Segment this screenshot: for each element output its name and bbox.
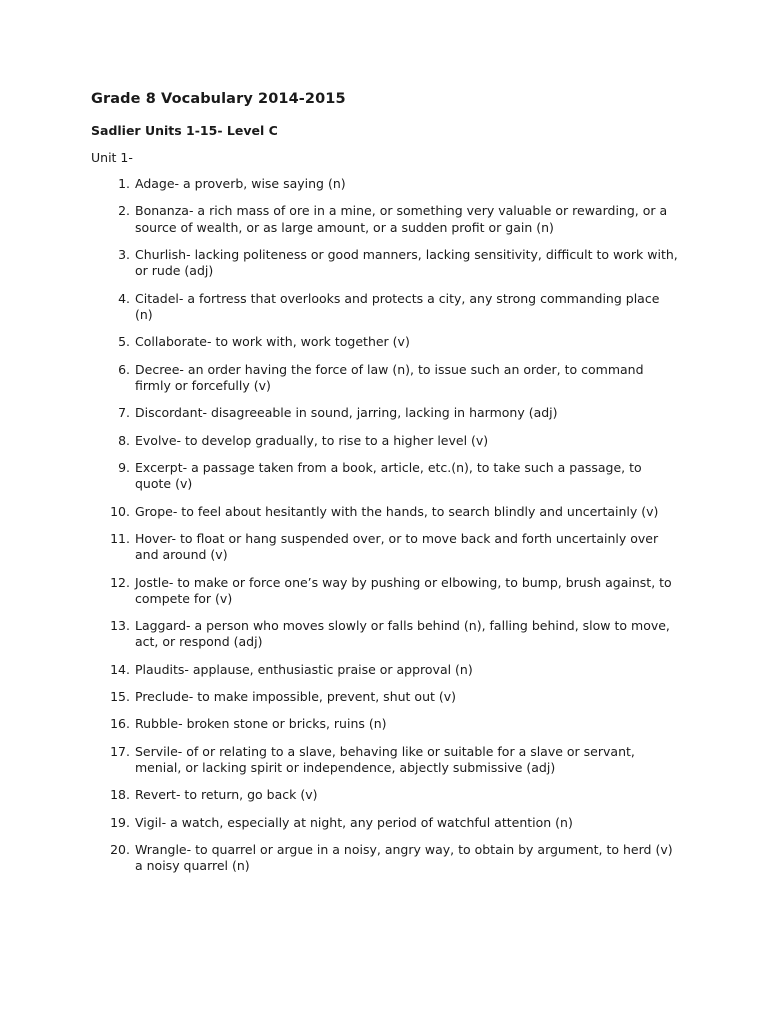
vocabulary-item <box>0 716 768 732</box>
item-definition: Churlish- lacking politeness or good manners, lacking sensitivity, difficult to work with, or rude (adj) <box>135 246 678 279</box>
item-number: 10. <box>110 503 130 519</box>
vocabulary-item <box>0 618 768 650</box>
item-number: 11. <box>110 530 130 546</box>
vocabulary-item <box>0 460 768 492</box>
item-definition: Collaborate- to work with, work together (v) <box>135 334 410 350</box>
item-number: 16. <box>110 716 130 732</box>
vocabulary-item <box>0 203 768 235</box>
item-number: 19. <box>110 814 130 830</box>
item-definition: Rubble- broken stone or bricks, ruins (n) <box>135 716 387 732</box>
item-number: 3. <box>118 246 130 262</box>
vocabulary-item <box>0 504 768 520</box>
item-number: 9. <box>118 459 130 475</box>
item-definition: Revert- to return, go back (v) <box>135 787 318 803</box>
item-number: 17. <box>110 743 130 759</box>
vocabulary-item <box>0 744 768 776</box>
item-number: 5. <box>118 334 130 350</box>
item-definition: Grope- to feel about hesitantly with the hands, to search blindly and uncertainly (v) <box>135 503 659 519</box>
item-definition: Citadel- a fortress that overlooks and protects a city, any strong commanding place (n) <box>135 290 660 322</box>
document-subtitle: Sadlier Units 1-15- Level C <box>91 123 278 138</box>
vocabulary-item <box>0 689 768 705</box>
vocabulary-list <box>0 176 768 886</box>
vocabulary-item <box>0 662 768 678</box>
vocabulary-item <box>0 362 768 394</box>
item-number: 2. <box>118 203 130 219</box>
vocabulary-item <box>0 176 768 192</box>
item-number: 8. <box>118 432 130 448</box>
unit-label: Unit 1- <box>91 150 133 165</box>
vocabulary-item <box>0 433 768 449</box>
item-number: 12. <box>110 574 130 590</box>
item-definition: Adage- a proverb, wise saying (n) <box>135 176 346 191</box>
item-number: 7. <box>118 405 130 421</box>
item-number: 13. <box>110 618 130 634</box>
item-number: 1. <box>118 176 130 191</box>
item-definition: Plaudits- applause, enthusiastic praise or approval (n) <box>135 661 473 677</box>
vocabulary-item <box>0 787 768 803</box>
item-definition: Vigil- a watch, especially at night, any period of watchful attention (n) <box>135 814 573 830</box>
item-definition: Jostle- to make or force one’s way by pushing or elbowing, to bump, brush against, to compete for (v) <box>135 574 672 606</box>
vocabulary-item <box>0 247 768 279</box>
vocabulary-item <box>0 842 768 874</box>
item-number: 4. <box>118 290 130 306</box>
vocabulary-item <box>0 334 768 350</box>
item-number: 14. <box>110 661 130 677</box>
item-definition: Hover- to float or hang suspended over, or to move back and forth uncertainly over and around (v) <box>135 530 659 563</box>
item-definition: Bonanza- a rich mass of ore in a mine, or something very valuable or rewarding, or a source of wealth, or as large amount, or a sudden profit or gain (n) <box>135 203 668 235</box>
item-definition: Laggard- a person who moves slowly or falls behind (n), falling behind, slow to move, act, or respond (adj) <box>135 618 670 650</box>
document-title: Grade 8 Vocabulary 2014-2015 <box>91 91 346 107</box>
item-definition: Excerpt- a passage taken from a book, article, etc.(n), to take such a passage, to quote (v) <box>135 459 642 492</box>
item-definition: Servile- of or relating to a slave, behaving like or suitable for a slave or servant, menial, or lacking spirit or independence, abjectly submissive (adj) <box>135 743 635 776</box>
item-number: 20. <box>110 842 130 858</box>
item-number: 15. <box>110 689 130 705</box>
item-number: 6. <box>118 361 130 377</box>
item-definition: Evolve- to develop gradually, to rise to a higher level (v) <box>135 432 489 448</box>
vocabulary-item <box>0 815 768 831</box>
item-definition: Decree- an order having the force of law (n), to issue such an order, to command firmly or forcefully (v) <box>135 361 644 393</box>
item-definition: Preclude- to make impossible, prevent, shut out (v) <box>135 689 457 705</box>
vocabulary-item <box>0 531 768 563</box>
vocabulary-item <box>0 575 768 607</box>
vocabulary-item <box>0 291 768 323</box>
item-number: 18. <box>110 787 130 803</box>
item-definition: Wrangle- to quarrel or argue in a noisy, angry way, to obtain by argument, to herd (v) a noisy quarrel (n) <box>135 842 673 874</box>
vocabulary-item <box>0 405 768 421</box>
item-definition: Discordant- disagreeable in sound, jarring, lacking in harmony (adj) <box>135 405 558 421</box>
